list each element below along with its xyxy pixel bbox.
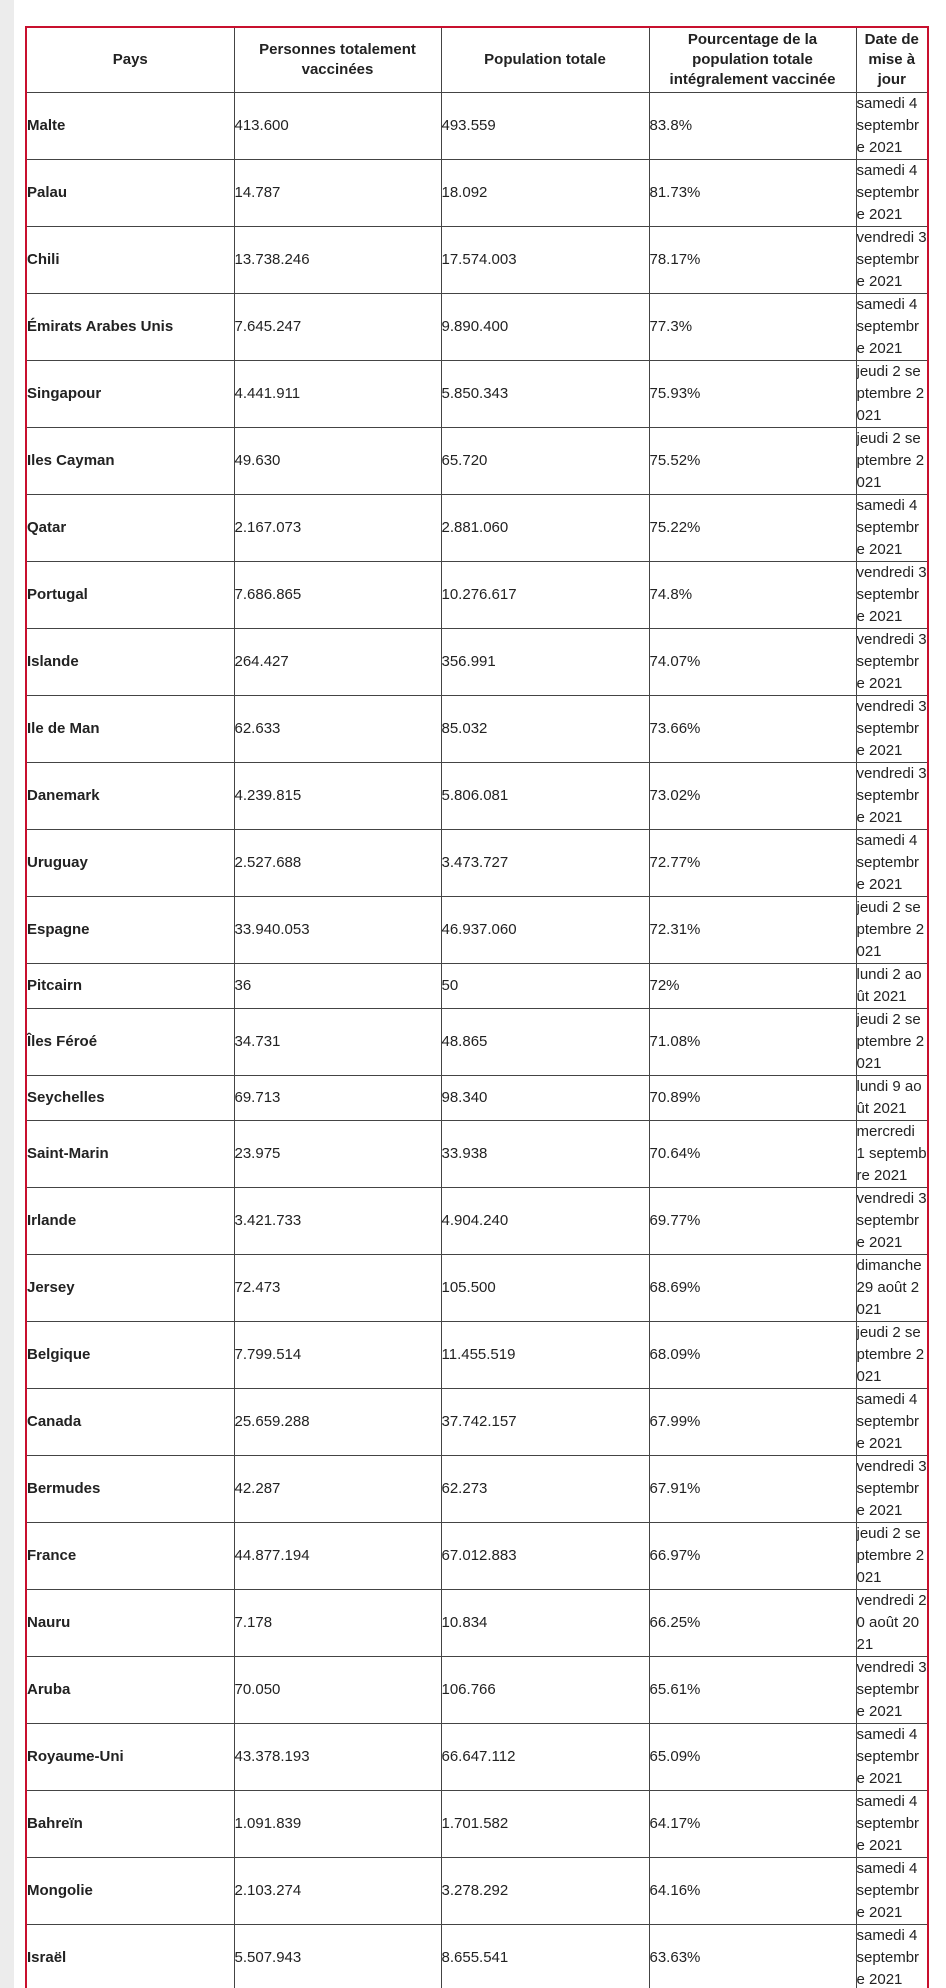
table-row — [27, 696, 927, 763]
cell-vaccines: 4.441.911 — [234, 361, 441, 428]
cell-pays: Jersey — [27, 1255, 234, 1322]
cell-population: 5.806.081 — [441, 763, 649, 830]
cell-date: dimanche 29 août 2021 — [856, 1255, 927, 1322]
table-row — [27, 428, 927, 495]
cell-pays: Malte — [27, 93, 234, 160]
cell-pourcentage: 73.02% — [649, 763, 856, 830]
cell-population: 18.092 — [441, 160, 649, 227]
cell-population: 8.655.541 — [441, 1925, 649, 1988]
cell-pourcentage: 68.09% — [649, 1322, 856, 1389]
cell-vaccines: 62.633 — [234, 696, 441, 763]
cell-date: samedi 4 septembre 2021 — [856, 294, 927, 361]
cell-pays: Islande — [27, 629, 234, 696]
cell-vaccines: 23.975 — [234, 1121, 441, 1188]
cell-pays: Canada — [27, 1389, 234, 1456]
table-row — [27, 1590, 927, 1657]
cell-vaccines: 7.799.514 — [234, 1322, 441, 1389]
table-row — [27, 1523, 927, 1590]
cell-date: jeudi 2 septembre 2021 — [856, 428, 927, 495]
cell-pourcentage: 64.17% — [649, 1791, 856, 1858]
cell-population: 9.890.400 — [441, 294, 649, 361]
cell-date: samedi 4 septembre 2021 — [856, 1389, 927, 1456]
cell-population: 98.340 — [441, 1076, 649, 1121]
cell-date: vendredi 3 septembre 2021 — [856, 562, 927, 629]
table-row — [27, 1076, 927, 1121]
cell-date: samedi 4 septembre 2021 — [856, 1791, 927, 1858]
table-body — [27, 93, 927, 1988]
table-row — [27, 1255, 927, 1322]
cell-pourcentage: 71.08% — [649, 1009, 856, 1076]
cell-pourcentage: 72.31% — [649, 897, 856, 964]
cell-date: vendredi 20 août 2021 — [856, 1590, 927, 1657]
table-row — [27, 1724, 927, 1791]
cell-pays: Royaume-Uni — [27, 1724, 234, 1791]
header-pourcentage: Pourcentage de la population totale intégralement vaccinée — [649, 28, 856, 93]
cell-pays: Saint-Marin — [27, 1121, 234, 1188]
cell-pourcentage: 72.77% — [649, 830, 856, 897]
cell-pays: Danemark — [27, 763, 234, 830]
cell-pays: Chili — [27, 227, 234, 294]
table-row — [27, 1009, 927, 1076]
cell-pays: Singapour — [27, 361, 234, 428]
vaccination-table-container — [25, 26, 929, 1988]
cell-vaccines: 43.378.193 — [234, 1724, 441, 1791]
cell-vaccines: 44.877.194 — [234, 1523, 441, 1590]
cell-date: vendredi 3 septembre 2021 — [856, 763, 927, 830]
table-row — [27, 361, 927, 428]
cell-vaccines: 3.421.733 — [234, 1188, 441, 1255]
cell-vaccines: 13.738.246 — [234, 227, 441, 294]
cell-date: samedi 4 septembre 2021 — [856, 830, 927, 897]
cell-date: vendredi 3 septembre 2021 — [856, 1456, 927, 1523]
cell-date: jeudi 2 septembre 2021 — [856, 1523, 927, 1590]
cell-population: 10.276.617 — [441, 562, 649, 629]
cell-pays: Portugal — [27, 562, 234, 629]
cell-pays: Aruba — [27, 1657, 234, 1724]
cell-pays: Nauru — [27, 1590, 234, 1657]
table-row — [27, 964, 927, 1009]
cell-pourcentage: 75.22% — [649, 495, 856, 562]
cell-date: jeudi 2 septembre 2021 — [856, 897, 927, 964]
cell-pourcentage: 64.16% — [649, 1858, 856, 1925]
table-row — [27, 93, 927, 160]
cell-population: 105.500 — [441, 1255, 649, 1322]
cell-pays: Émirats Arabes Unis — [27, 294, 234, 361]
cell-pays: Iles Cayman — [27, 428, 234, 495]
cell-pays: Seychelles — [27, 1076, 234, 1121]
cell-pays: Irlande — [27, 1188, 234, 1255]
cell-vaccines: 33.940.053 — [234, 897, 441, 964]
cell-pourcentage: 75.52% — [649, 428, 856, 495]
cell-date: mercredi 1 septembre 2021 — [856, 1121, 927, 1188]
cell-population: 65.720 — [441, 428, 649, 495]
cell-population: 5.850.343 — [441, 361, 649, 428]
table-row — [27, 1322, 927, 1389]
cell-population: 1.701.582 — [441, 1791, 649, 1858]
cell-pourcentage: 77.3% — [649, 294, 856, 361]
cell-date: lundi 9 août 2021 — [856, 1076, 927, 1121]
cell-population: 3.473.727 — [441, 830, 649, 897]
cell-pays: Uruguay — [27, 830, 234, 897]
cell-vaccines: 34.731 — [234, 1009, 441, 1076]
cell-vaccines: 7.686.865 — [234, 562, 441, 629]
cell-vaccines: 2.167.073 — [234, 495, 441, 562]
cell-date: vendredi 3 septembre 2021 — [856, 1188, 927, 1255]
cell-pays: Mongolie — [27, 1858, 234, 1925]
cell-date: samedi 4 septembre 2021 — [856, 1925, 927, 1988]
header-vaccines: Personnes totalement vaccinées — [234, 28, 441, 93]
cell-population: 67.012.883 — [441, 1523, 649, 1590]
cell-date: samedi 4 septembre 2021 — [856, 495, 927, 562]
cell-population: 11.455.519 — [441, 1322, 649, 1389]
cell-pourcentage: 63.63% — [649, 1925, 856, 1988]
cell-population: 85.032 — [441, 696, 649, 763]
cell-population: 46.937.060 — [441, 897, 649, 964]
cell-pourcentage: 81.73% — [649, 160, 856, 227]
cell-population: 10.834 — [441, 1590, 649, 1657]
cell-vaccines: 69.713 — [234, 1076, 441, 1121]
cell-vaccines: 14.787 — [234, 160, 441, 227]
left-margin-strip — [0, 0, 14, 1988]
cell-vaccines: 70.050 — [234, 1657, 441, 1724]
table-row — [27, 897, 927, 964]
cell-vaccines: 7.178 — [234, 1590, 441, 1657]
header-date: Date de mise à jour — [856, 28, 927, 93]
cell-pays: Pitcairn — [27, 964, 234, 1009]
header-pays: Pays — [27, 28, 234, 93]
cell-date: jeudi 2 septembre 2021 — [856, 1322, 927, 1389]
cell-vaccines: 5.507.943 — [234, 1925, 441, 1988]
cell-pays: Bermudes — [27, 1456, 234, 1523]
cell-pourcentage: 73.66% — [649, 696, 856, 763]
cell-population: 17.574.003 — [441, 227, 649, 294]
cell-pourcentage: 74.8% — [649, 562, 856, 629]
cell-vaccines: 72.473 — [234, 1255, 441, 1322]
cell-pays: Israël — [27, 1925, 234, 1988]
table-row — [27, 294, 927, 361]
table-row — [27, 1858, 927, 1925]
cell-pourcentage: 66.25% — [649, 1590, 856, 1657]
cell-vaccines: 36 — [234, 964, 441, 1009]
cell-pourcentage: 65.09% — [649, 1724, 856, 1791]
cell-population: 33.938 — [441, 1121, 649, 1188]
cell-date: vendredi 3 septembre 2021 — [856, 696, 927, 763]
table-row — [27, 160, 927, 227]
cell-population: 37.742.157 — [441, 1389, 649, 1456]
cell-vaccines: 264.427 — [234, 629, 441, 696]
cell-pays: Bahreïn — [27, 1791, 234, 1858]
cell-pourcentage: 83.8% — [649, 93, 856, 160]
table-row — [27, 1188, 927, 1255]
table-row — [27, 562, 927, 629]
cell-date: vendredi 3 septembre 2021 — [856, 629, 927, 696]
cell-vaccines: 2.103.274 — [234, 1858, 441, 1925]
cell-date: samedi 4 septembre 2021 — [856, 160, 927, 227]
cell-population: 493.559 — [441, 93, 649, 160]
cell-vaccines: 25.659.288 — [234, 1389, 441, 1456]
cell-pourcentage: 78.17% — [649, 227, 856, 294]
cell-pourcentage: 72% — [649, 964, 856, 1009]
cell-population: 3.278.292 — [441, 1858, 649, 1925]
cell-date: samedi 4 septembre 2021 — [856, 93, 927, 160]
table-row — [27, 1456, 927, 1523]
table-row — [27, 1791, 927, 1858]
cell-population: 50 — [441, 964, 649, 1009]
cell-pourcentage: 70.64% — [649, 1121, 856, 1188]
cell-pays: France — [27, 1523, 234, 1590]
cell-date: vendredi 3 septembre 2021 — [856, 227, 927, 294]
cell-population: 4.904.240 — [441, 1188, 649, 1255]
cell-population: 62.273 — [441, 1456, 649, 1523]
cell-population: 2.881.060 — [441, 495, 649, 562]
cell-pourcentage: 69.77% — [649, 1188, 856, 1255]
cell-population: 66.647.112 — [441, 1724, 649, 1791]
table-row — [27, 1121, 927, 1188]
table-row — [27, 495, 927, 562]
cell-population: 106.766 — [441, 1657, 649, 1724]
cell-pourcentage: 74.07% — [649, 629, 856, 696]
cell-date: vendredi 3 septembre 2021 — [856, 1657, 927, 1724]
cell-vaccines: 42.287 — [234, 1456, 441, 1523]
vaccination-table — [27, 28, 927, 1988]
cell-date: jeudi 2 septembre 2021 — [856, 361, 927, 428]
cell-vaccines: 4.239.815 — [234, 763, 441, 830]
table-row — [27, 1925, 927, 1988]
cell-pays: Palau — [27, 160, 234, 227]
cell-date: jeudi 2 septembre 2021 — [856, 1009, 927, 1076]
cell-pays: Espagne — [27, 897, 234, 964]
cell-pourcentage: 68.69% — [649, 1255, 856, 1322]
table-row — [27, 1389, 927, 1456]
cell-vaccines: 7.645.247 — [234, 294, 441, 361]
cell-date: lundi 2 août 2021 — [856, 964, 927, 1009]
cell-date: samedi 4 septembre 2021 — [856, 1724, 927, 1791]
table-row — [27, 1657, 927, 1724]
cell-pays: Qatar — [27, 495, 234, 562]
cell-pourcentage: 70.89% — [649, 1076, 856, 1121]
cell-vaccines: 1.091.839 — [234, 1791, 441, 1858]
cell-population: 48.865 — [441, 1009, 649, 1076]
table-row — [27, 629, 927, 696]
cell-pourcentage: 66.97% — [649, 1523, 856, 1590]
table-row — [27, 830, 927, 897]
table-row — [27, 763, 927, 830]
cell-pourcentage: 75.93% — [649, 361, 856, 428]
cell-pourcentage: 67.91% — [649, 1456, 856, 1523]
table-row — [27, 227, 927, 294]
cell-vaccines: 49.630 — [234, 428, 441, 495]
cell-pourcentage: 67.99% — [649, 1389, 856, 1456]
cell-pays: Belgique — [27, 1322, 234, 1389]
header-population: Population totale — [441, 28, 649, 93]
cell-pourcentage: 65.61% — [649, 1657, 856, 1724]
cell-pays: Îles Féroé — [27, 1009, 234, 1076]
table-header-row — [27, 28, 927, 93]
cell-vaccines: 413.600 — [234, 93, 441, 160]
cell-population: 356.991 — [441, 629, 649, 696]
cell-vaccines: 2.527.688 — [234, 830, 441, 897]
cell-date: samedi 4 septembre 2021 — [856, 1858, 927, 1925]
cell-pays: Ile de Man — [27, 696, 234, 763]
